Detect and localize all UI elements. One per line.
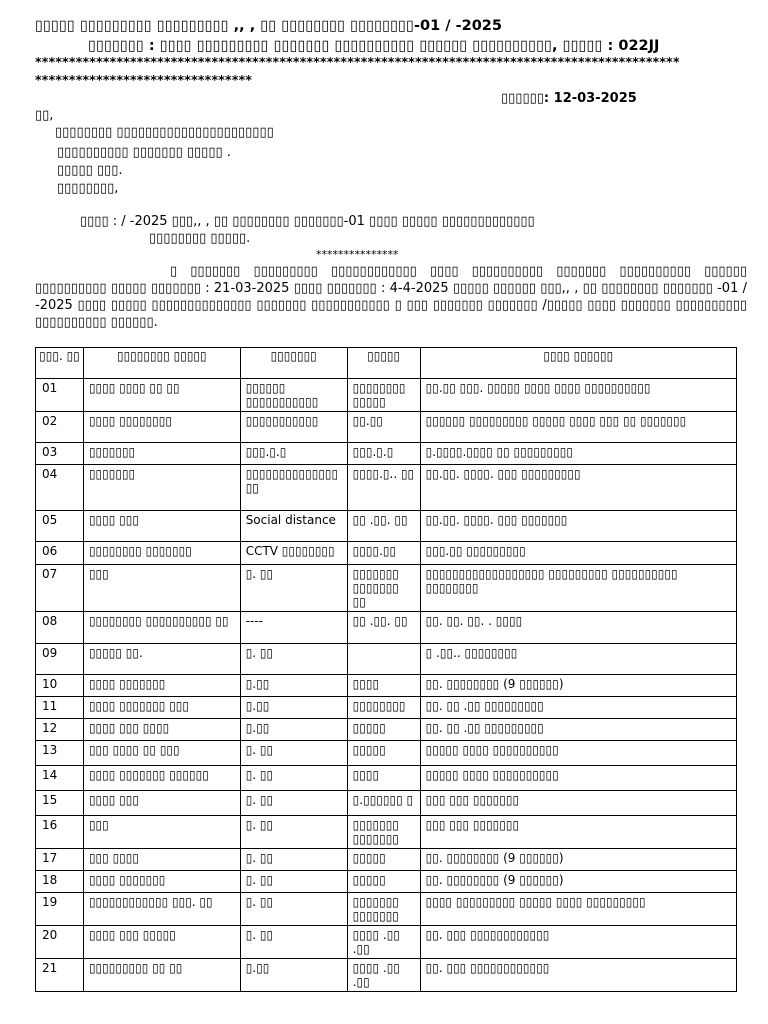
table-row [36,871,737,893]
cell-item: ▯. ▯▯ [240,565,347,612]
cell-place [347,644,420,675]
cell-staff: ▯▯. ▯▯▯▯▯▯▯▯ (9 ▯▯▯▯▯▯) [420,849,736,871]
cell-duty: ▯▯▯▯ ▯▯▯▯▯▯▯ [83,675,240,697]
cell-item: ▯. ▯▯ [240,816,347,849]
cell-staff: ▯▯. ▯▯▯ ▯▯▯▯▯▯▯▯▯▯▯▯ [420,959,736,992]
table-row [36,412,737,443]
document-title: ▯▯▯▯▯ ▯▯▯▯▯▯▯▯▯ ▯▯▯▯▯▯▯▯▯ ,, , ▯▯ ▯▯▯▯▯▯▯▯ ▯▯▯▯▯▯▯▯-01 / -2025 [35,18,502,34]
cell-item: ▯.▯▯ [240,697,347,719]
table-row [36,741,737,766]
cell-staff: ▯▯.▯▯ ▯▯▯. ▯▯▯▯▯ ▯▯▯▯ ▯▯▯▯ ▯▯▯▯▯▯▯▯▯▯ [420,379,736,412]
recipient-line-3: ▯▯▯▯▯ ▯▯▯. [57,163,123,178]
cell-serial: 15 [36,791,84,816]
cell-place: ▯▯▯▯▯▯▯▯ [347,697,420,719]
cell-serial: 08 [36,612,84,644]
cell-serial: 02 [36,412,84,443]
cell-staff: ▯▯. ▯▯▯▯▯▯▯▯ (9 ▯▯▯▯▯▯) [420,675,736,697]
cell-serial: 19 [36,893,84,926]
cell-place: ▯▯ .▯▯. ▯▯ [347,511,420,542]
cell-item: ▯. ▯▯ [240,791,347,816]
cell-item: CCTV ▯▯▯▯▯▯▯▯ [240,542,347,565]
cell-staff: ▯▯▯▯▯ ▯▯▯▯ ▯▯▯▯▯▯▯▯▯▯ [420,741,736,766]
cell-duty: ▯▯▯▯ ▯▯▯▯▯▯▯ [83,871,240,893]
cell-place: ▯▯▯▯▯ [347,871,420,893]
cell-staff: ▯ .▯▯.. ▯▯▯▯▯▯▯▯ [420,644,736,675]
star-divider-continued: ******************************** [35,72,253,87]
cell-place: ▯▯.▯▯ [347,412,420,443]
table-row [36,719,737,741]
cell-serial: 05 [36,511,84,542]
cell-staff: ▯▯▯▯▯ ▯▯▯▯ ▯▯▯▯▯▯▯▯▯▯ [420,766,736,791]
cell-item: ▯. ▯▯ [240,926,347,959]
cell-place: ▯▯▯▯▯ [347,741,420,766]
cell-serial: 20 [36,926,84,959]
table-body [36,379,737,992]
column-header-place: ▯▯▯▯▯ [347,348,420,379]
subject-line-2: ▯▯▯▯▯▯▯▯ ▯▯▯▯▯. [149,231,251,246]
cell-staff: ▯▯▯▯▯▯ ▯▯▯▯▯▯▯▯▯ ▯▯▯▯▯ ▯▯▯▯ ▯▯▯ ▯▯ ▯▯▯▯▯▯▯ [420,412,736,443]
table-row [36,644,737,675]
cell-place: ▯▯▯▯.▯▯ [347,542,420,565]
cell-place: ▯▯▯▯.▯.. ▯▯ [347,465,420,511]
cell-item: ▯.▯▯ [240,959,347,992]
cell-duty: ▯▯▯▯▯▯▯ [83,443,240,465]
cell-duty: ▯▯▯▯ ▯▯▯ ▯▯▯▯▯ [83,926,240,959]
cell-staff: ▯▯. ▯▯▯ ▯▯▯▯▯▯▯▯▯▯▯▯ [420,926,736,959]
cell-serial: 18 [36,871,84,893]
cell-staff: ▯▯▯.▯▯ ▯▯▯▯▯▯▯▯▯ [420,542,736,565]
cell-duty: ▯▯▯▯ ▯▯▯ [83,511,240,542]
table-row [36,766,737,791]
cell-place: ▯▯▯▯ .▯▯ .▯▯ [347,959,420,992]
cell-place: ▯▯▯▯▯▯▯▯ ▯▯▯▯▯ [347,379,420,412]
cell-serial: 16 [36,816,84,849]
cell-serial: 13 [36,741,84,766]
cell-serial: 04 [36,465,84,511]
cell-serial: 01 [36,379,84,412]
cell-duty: ▯▯▯ ▯▯▯▯ ▯▯ ▯▯▯ [83,741,240,766]
table-header-row [36,348,737,379]
cell-duty: ▯▯▯▯ ▯▯▯▯▯▯▯ ▯▯▯ [83,697,240,719]
table-row [36,893,737,926]
table-row [36,926,737,959]
table-row [36,697,737,719]
cell-place: ▯▯ .▯▯. ▯▯ [347,612,420,644]
cell-staff: ▯▯▯ ▯▯▯ ▯▯▯▯▯▯▯ [420,791,736,816]
cell-place: ▯▯▯▯ [347,766,420,791]
cell-place: ▯▯▯▯▯▯▯ ▯▯▯▯▯▯▯ ▯▯ [347,565,420,612]
cell-item: ▯. ▯▯ [240,893,347,926]
cell-staff: ▯▯. ▯▯▯▯▯▯▯▯ (9 ▯▯▯▯▯▯) [420,871,736,893]
salutation: ▯▯, [35,108,54,123]
cell-staff: ▯▯▯▯▯▯▯▯▯▯▯▯▯▯▯▯▯▯ ▯▯▯▯▯▯▯▯▯ ▯▯▯▯▯▯▯▯▯▯ ▯▯▯▯▯▯▯▯ [420,565,736,612]
cell-serial: 21 [36,959,84,992]
recipient-line-1: ▯▯▯▯▯▯▯▯ ▯▯▯▯▯▯▯▯▯▯▯▯▯▯▯▯▯▯▯▯▯▯ [55,125,274,140]
cell-place: ▯▯▯▯ [347,675,420,697]
cell-item: ▯. ▯▯ [240,849,347,871]
cell-item: ▯.▯▯ [240,719,347,741]
cell-place: ▯.▯▯▯▯▯▯ ▯ [347,791,420,816]
cell-duty: ▯▯▯▯▯▯▯▯ ▯▯▯▯▯▯▯▯▯▯ ▯▯ [83,612,240,644]
table-row [36,542,737,565]
cell-duty: ▯▯▯▯▯▯▯▯▯▯▯▯ ▯▯▯. ▯▯ [83,893,240,926]
cell-duty: ▯▯▯▯ ▯▯▯▯ ▯▯ ▯▯ [83,379,240,412]
cell-item: ▯▯▯.▯.▯ [240,443,347,465]
cell-staff: ▯▯.▯▯. ▯▯▯▯. ▯▯▯ ▯▯▯▯▯▯▯ [420,511,736,542]
cell-item: ▯. ▯▯ [240,871,347,893]
cell-duty: ▯▯▯▯ ▯▯▯▯▯▯▯▯ [83,412,240,443]
column-header-item: ▯▯▯▯▯▯▯ [240,348,347,379]
cell-serial: 07 [36,565,84,612]
table-row [36,816,737,849]
cell-serial: 10 [36,675,84,697]
cell-staff: ▯▯.▯▯. ▯▯▯▯. ▯▯▯ ▯▯▯▯▯▯▯▯▯ [420,465,736,511]
cell-place: ▯▯▯▯▯ [347,719,420,741]
cell-item: ▯. ▯▯ [240,766,347,791]
cell-item: ▯▯▯▯▯▯▯▯▯▯▯ [240,412,347,443]
cell-staff: ▯▯. ▯▯. ▯▯. . ▯▯▯▯ [420,612,736,644]
cell-item: ▯▯▯▯▯▯ ▯▯▯▯▯▯▯▯▯▯▯ [240,379,347,412]
table-row [36,791,737,816]
cell-duty: ▯▯▯ [83,816,240,849]
table-row [36,443,737,465]
cell-item: ▯. ▯▯ [240,644,347,675]
cell-serial: 09 [36,644,84,675]
cell-serial: 14 [36,766,84,791]
table-row [36,511,737,542]
cell-item: ---- [240,612,347,644]
table-row [36,675,737,697]
table-row [36,379,737,412]
table-row [36,849,737,871]
cell-serial: 06 [36,542,84,565]
letter-date: ▯▯▯▯▯▯: 12-03-2025 [501,91,637,106]
cell-item: ▯. ▯▯ [240,741,347,766]
cell-duty: ▯▯▯▯▯▯▯ [83,465,240,511]
cell-item: ▯.▯▯ [240,675,347,697]
subject-line-1: ▯▯▯▯ : / -2025 ▯▯▯,, , ▯▯ ▯▯▯▯▯▯▯▯ ▯▯▯▯▯▯▯-01 ▯▯▯▯ ▯▯▯▯▯ ▯▯▯▯▯▯▯▯▯▯▯▯▯ [80,214,535,229]
recipient-line-4: ▯▯▯▯▯▯▯▯, [57,181,119,196]
document-subtitle: ▯▯▯▯▯▯▯ : ▯▯▯▯ ▯▯▯▯▯▯▯▯▯ ▯▯▯▯▯▯▯ ▯▯▯▯▯▯▯▯▯▯ ▯▯▯▯▯▯ ▯▯▯▯▯▯▯▯▯▯, ▯▯▯▯▯ : 022JJ [88,38,660,54]
column-header-staff: ▯▯▯▯ ▯▯▯▯▯▯ [420,348,736,379]
cell-place: ▯▯▯▯ .▯▯ .▯▯ [347,926,420,959]
table-row [36,959,737,992]
cell-staff: ▯▯. ▯▯ .▯▯ ▯▯▯▯▯▯▯▯▯ [420,697,736,719]
cell-duty: ▯▯▯▯▯▯▯▯▯ ▯▯ ▯▯ [83,959,240,992]
body-paragraph [35,263,747,331]
cell-duty: ▯▯▯ [83,565,240,612]
cell-serial: 11 [36,697,84,719]
table-row [36,465,737,511]
cell-duty: ▯▯▯▯ ▯▯▯▯▯▯▯ ▯▯▯▯▯▯ [83,766,240,791]
recipient-line-2: ▯▯▯▯▯▯▯▯▯▯ ▯▯▯▯▯▯▯ ▯▯▯▯▯ . [57,145,231,160]
cell-item: ▯▯▯▯▯▯▯▯▯▯▯▯▯▯ ▯▯ [240,465,347,511]
cell-serial: 17 [36,849,84,871]
cell-staff: ▯.▯▯▯▯.▯▯▯▯ ▯▯ ▯▯▯▯▯▯▯▯▯ [420,443,736,465]
column-header-serial: ▯▯▯. ▯▯ [36,348,84,379]
cell-place: ▯▯▯▯▯▯▯ ▯▯▯▯▯▯▯ [347,893,420,926]
duty-allocation-table [35,347,737,992]
cell-staff: ▯▯. ▯▯ .▯▯ ▯▯▯▯▯▯▯▯▯ [420,719,736,741]
cell-duty: ▯▯▯▯ ▯▯▯ ▯▯▯▯ [83,719,240,741]
cell-item: Social distance [240,511,347,542]
column-header-duty: ▯▯▯▯▯▯▯▯ ▯▯▯▯▯ [83,348,240,379]
cell-staff: ▯▯▯ ▯▯▯ ▯▯▯▯▯▯▯ [420,816,736,849]
table-row [36,565,737,612]
cell-place: ▯▯▯▯▯ [347,849,420,871]
cell-staff: ▯▯▯▯ ▯▯▯▯▯▯▯▯▯ ▯▯▯▯▯ ▯▯▯▯ ▯▯▯▯▯▯▯▯▯ [420,893,736,926]
star-divider: *********************************************************************************************** [35,54,680,69]
cell-serial: 12 [36,719,84,741]
cell-place: ▯▯▯▯▯▯▯ ▯▯▯▯▯▯▯ [347,816,420,849]
cell-duty: ▯▯▯▯▯▯▯▯ ▯▯▯▯▯▯▯ [83,542,240,565]
cell-duty: ▯▯▯ ▯▯▯▯ [83,849,240,871]
cell-duty: ▯▯▯▯▯ ▯▯. [83,644,240,675]
table-row [36,612,737,644]
body-paragraph-text: ▯ ▯▯▯▯▯▯▯ ▯▯▯▯▯▯▯▯▯ ▯▯▯▯▯▯▯▯▯▯▯▯ ▯▯▯▯ ▯▯▯▯▯▯▯▯▯▯ ▯▯▯▯▯▯▯ ▯▯▯▯▯▯▯▯▯▯ ▯▯▯▯▯▯ ▯▯▯▯▯▯▯▯▯▯ ▯▯▯▯▯ ▯▯▯▯▯▯▯ : 21-03-2025 ▯▯▯▯ ▯▯▯▯▯▯▯ : 4-4-2025 ▯▯▯▯▯ ▯▯▯▯▯▯ ▯▯▯,, , ▯▯ ▯▯▯▯▯▯▯▯ ▯▯▯▯▯▯▯ -01 / -2025 ▯▯▯▯ ▯▯▯▯▯ ▯▯▯▯▯▯▯▯▯▯▯▯▯▯ ▯▯▯▯▯▯▯ ▯▯▯▯▯▯▯▯▯▯▯ ▯ ▯▯▯ ▯▯▯▯▯▯▯ ▯▯▯▯▯▯▯ /▯▯▯▯▯ ▯▯▯▯ ▯▯▯▯▯▯▯ ▯▯▯▯▯▯▯▯▯▯ ▯▯▯▯▯▯▯▯▯▯ ▯▯▯▯▯▯. [35,264,747,330]
cell-duty: ▯▯▯▯ ▯▯▯ [83,791,240,816]
section-divider: *************** [316,248,399,261]
cell-serial: 03 [36,443,84,465]
cell-place: ▯▯▯.▯.▯ [347,443,420,465]
